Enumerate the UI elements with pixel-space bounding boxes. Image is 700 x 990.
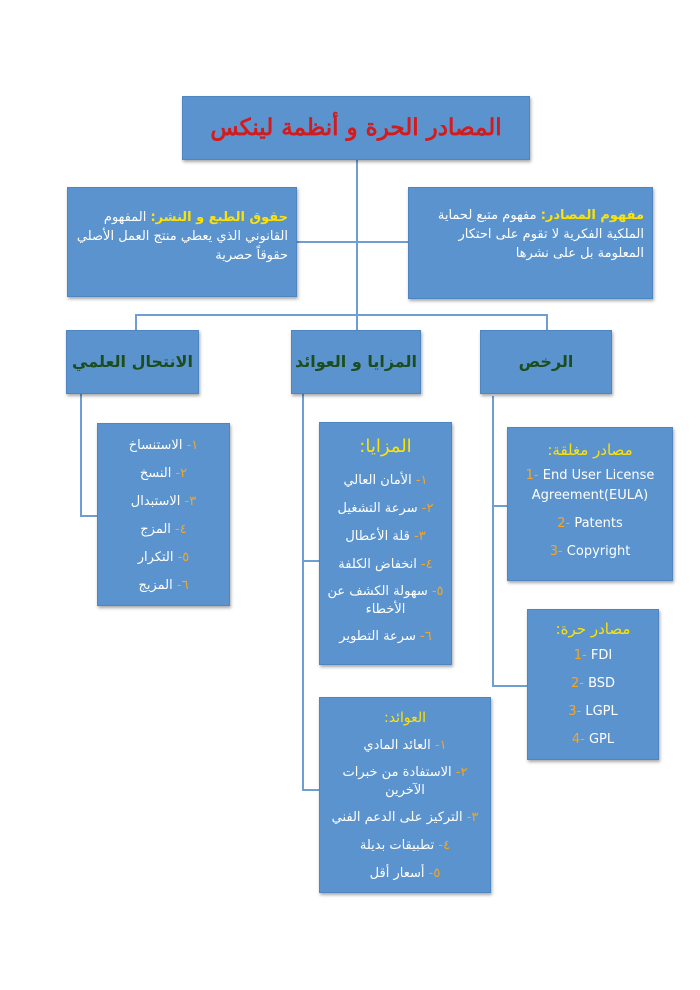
free-sources-box: [527, 609, 659, 760]
connector-title-down: [356, 160, 358, 315]
diagram-title: المصادر الحرة و أنظمة لينكس: [210, 114, 502, 141]
list-item: ٢- الاستفادة من خبرات الآخرين: [342, 765, 468, 798]
list-item: ٤- تطبيقات بديلة: [359, 838, 451, 853]
connector-plagiarism-up: [135, 314, 137, 330]
advantages-title: المزايا:: [359, 436, 412, 457]
list-item: 4- GPL: [571, 732, 615, 747]
connector-concepts: [296, 241, 410, 243]
connector-branches: [135, 314, 547, 316]
list-item: 1- FDI: [573, 648, 613, 663]
list-item: 2- Patents: [557, 516, 623, 531]
copyright-text: المفهوم القانوني الذي يعطي منتج العمل الأصلي حقوقاً حصرية: [76, 210, 288, 263]
concept-box: [408, 187, 653, 299]
connector-free: [492, 685, 528, 687]
list-item: ٤- المزج: [140, 522, 187, 537]
returns-box: [319, 697, 491, 893]
list-item: ٣- الاستبدال: [130, 494, 197, 509]
list-item: 2- BSD: [570, 676, 616, 691]
list-item: 3- Copyright: [549, 544, 631, 559]
list-item: ١- العائد المادي: [363, 738, 447, 753]
list-item: 1- End User License Agreement(EULA): [525, 468, 655, 503]
copyright-label: حقوق الطبع و النشر:: [150, 210, 288, 225]
list-item: ١- الاستنساخ: [128, 438, 199, 453]
list-item: ٤- انخفاض الكلفة: [338, 557, 433, 572]
plagiarism-heading-box: [66, 330, 199, 394]
list-item: ٦- المزيج: [138, 578, 189, 593]
concept-label: مفهوم المصادر:: [540, 208, 644, 223]
diagram-title-box: [182, 96, 530, 160]
closed-sources-title: مصادر مغلقة:: [547, 441, 633, 459]
connector-closed: [492, 505, 508, 507]
licenses-heading: الرخص: [518, 352, 574, 371]
list-item: ٥- التكرار: [137, 550, 190, 565]
benefits-heading: المزايا و العوائد: [294, 352, 418, 371]
connector-benefits-up: [356, 314, 358, 330]
concept-text: مفهوم متبع لحماية الملكية الفكرية لا تقوم على احتكار المعلومة بل على نشرها: [437, 208, 644, 261]
list-item: ٣- التركيز على الدعم الفني: [331, 810, 479, 825]
copyright-box: [67, 187, 297, 297]
list-item: ٥- سهولة الكشف عن الأخطاء: [327, 584, 444, 617]
plagiarism-list-box: [97, 423, 230, 606]
list-item: 3- LGPL: [568, 704, 618, 719]
list-item: ٢- النسخ: [139, 466, 188, 481]
advantages-box: [319, 422, 452, 665]
connector-licenses-down: [492, 396, 494, 686]
list-item: ٢- سرعة التشغيل: [337, 501, 434, 516]
licenses-heading-box: [480, 330, 612, 394]
plagiarism-heading: الانتحال العلمي: [72, 352, 193, 371]
connector-returns: [302, 789, 320, 791]
connector-benefits-down: [302, 393, 304, 790]
connector-licenses-up: [546, 314, 548, 330]
connector-advantages: [302, 560, 320, 562]
benefits-heading-box: [291, 330, 421, 394]
list-item: ١- الأمان العالي: [343, 473, 428, 488]
list-item: ٦- سرعة التطوير: [339, 629, 432, 644]
free-sources-title: مصادر حرة:: [555, 620, 631, 638]
list-item: ٥- أسعار أقل: [369, 866, 441, 881]
closed-sources-box: [507, 427, 673, 581]
connector-plagiarism-down: [80, 393, 82, 516]
list-item: ٣- قلة الأعطال: [345, 529, 426, 544]
returns-title: العوائد:: [384, 710, 426, 726]
